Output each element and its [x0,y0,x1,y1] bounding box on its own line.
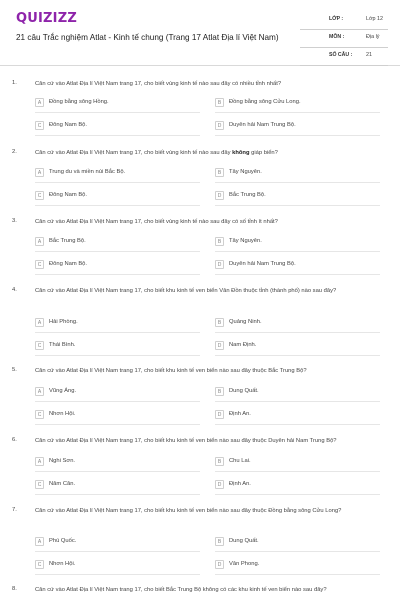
question-text: Căn cứ vào Atlat Địa lí Việt Nam trang 17, cho biết vùng kinh tế nào sau đây có nhiều tỉnh nhất? [35,81,282,87]
option-c[interactable] [35,410,200,423]
option-b[interactable] [215,537,380,550]
question-number: 2. [12,149,17,155]
option-b[interactable] [215,168,380,181]
option-letter-box: D [215,410,224,419]
option-letter-box: B [215,318,224,327]
option-letter-box: A [35,457,44,466]
question-text: Căn cứ vào Atlat Địa lí Việt Nam trang 17, cho biết khu kinh tế ven biển nào sau đây thuộc Bắc Trung Bộ? [35,368,307,374]
option-letter-box: B [215,98,224,107]
option-divider [35,471,200,472]
option-divider [215,182,380,183]
option-a[interactable] [35,318,200,331]
option-letter-box: D [215,341,224,350]
option-divider [35,205,200,206]
option-letter-box: B [215,457,224,466]
meta-label: SỐ CÂU : [329,52,353,58]
option-divider [215,401,380,402]
question-number: 4. [12,287,17,293]
option-c[interactable] [35,341,200,354]
question-text-emphasis: không [232,150,250,156]
option-letter-box: D [215,480,224,489]
question-number: 8. [12,586,17,592]
option-d[interactable] [215,341,380,354]
option-text: Duyên hải Nam Trung Bộ. [229,261,296,267]
option-text: Đồng bằng sông Hồng. [49,99,109,105]
option-divider [215,205,380,206]
document-title: 21 câu Trắc nghiệm Atlat - Kinh tế chung (Trang 17 Atlat Địa lí Việt Nam) [16,33,279,42]
option-divider [35,574,200,575]
option-divider [215,355,380,356]
option-text: Duyên hải Nam Trung Bộ. [229,122,296,128]
option-a[interactable] [35,237,200,250]
option-text: Đồng bằng sông Cửu Long. [229,99,301,105]
option-divider [35,424,200,425]
option-text: Bắc Trung Bộ. [49,238,86,244]
meta-label: LỚP : [329,16,344,22]
option-c[interactable] [35,560,200,573]
option-divider [215,494,380,495]
option-text: Quảng Ninh. [229,319,262,325]
option-letter-box: C [35,410,44,419]
option-a[interactable] [35,537,200,550]
option-text: Vân Phong. [229,561,260,567]
option-letter-box: B [215,168,224,177]
option-divider [215,574,380,575]
option-letter-box: A [35,98,44,107]
option-letter-box: C [35,480,44,489]
question-text-part: Căn cứ vào Atlat Địa lí Việt Nam trang 17, cho biết vùng kinh tế nào sau đây [35,150,233,156]
question-text: Căn cứ vào Atlat Địa lí Việt Nam trang 17, cho biết khu kinh tế ven biển nào sau đây thuộc Đồng bằng sông Cửu Long? [35,508,342,514]
option-a[interactable] [35,387,200,400]
option-a[interactable] [35,457,200,470]
meta-label: MÔN : [329,34,345,40]
option-letter-box: D [215,560,224,569]
option-text: Nhơn Hội. [49,561,76,567]
option-letter-box: C [35,260,44,269]
quizizz-logo: QUIZIZZ [16,11,77,26]
option-d[interactable] [215,480,380,493]
option-c[interactable] [35,121,200,134]
option-text: Tây Nguyên. [229,238,262,244]
option-letter-box: A [35,168,44,177]
option-text: Nghi Sơn. [49,458,76,464]
option-c[interactable] [35,480,200,493]
question-text [35,149,385,158]
question-text-part: giáp biển? [249,150,278,156]
option-divider [35,355,200,356]
option-text: Phú Quốc. [49,538,77,544]
option-text: Đông Nam Bộ. [49,261,88,267]
option-letter-box: C [35,560,44,569]
option-letter-box: D [215,260,224,269]
question-text: Căn cứ vào Atlat Địa lí Việt Nam trang 17, cho biết khu kinh tế ven biển nào sau đây thuộc Duyên hải Nam Trung Bộ? [35,438,337,444]
option-d[interactable] [215,560,380,573]
option-letter-box: D [215,121,224,130]
option-letter-box: A [35,387,44,396]
option-letter-box: A [35,537,44,546]
option-letter-box: B [215,237,224,246]
option-text: Hải Phòng. [49,319,78,325]
option-divider [35,112,200,113]
option-divider [215,135,380,136]
question-number: 3. [12,218,17,224]
option-text: Vũng Áng. [49,388,77,394]
question-text: Căn cứ vào Atlat Địa lí Việt Nam trang 17, cho biết Bắc Trung Bộ không có các khu kinh tế ven biển nào sau đây? [35,587,327,593]
option-divider [35,135,200,136]
option-d[interactable] [215,410,380,423]
question-number: 6. [12,437,17,443]
option-text: Chu Lai. [229,458,251,464]
option-b[interactable] [215,237,380,250]
option-text: Định An. [229,481,251,487]
option-letter-box: D [215,191,224,200]
option-divider [35,494,200,495]
option-divider [35,401,200,402]
option-text: Bắc Trung Bộ. [229,192,266,198]
option-a[interactable] [35,98,200,111]
meta-row-count [300,48,388,66]
question-text: Căn cứ vào Atlat Địa lí Việt Nam trang 17, cho biết vùng kinh tế nào sau đây có số tỉnh ít nhất? [35,219,278,225]
meta-table [300,12,388,66]
option-text: Dung Quất. [229,538,259,544]
option-letter-box: A [35,318,44,327]
meta-row-class [300,12,388,30]
option-text: Nhơn Hội. [49,411,76,417]
option-letter-box: A [35,237,44,246]
option-letter-box: B [215,537,224,546]
option-text: Đông Nam Bộ. [49,192,88,198]
meta-value: Địa lý [366,34,380,40]
option-letter-box: C [35,121,44,130]
question-number: 1. [12,80,17,86]
option-divider [215,251,380,252]
option-text: Định An. [229,411,251,417]
option-b[interactable] [215,318,380,331]
option-b[interactable] [215,387,380,400]
option-divider [215,332,380,333]
meta-value: Lớp 12 [366,16,384,22]
option-a[interactable] [35,168,200,181]
option-divider [215,424,380,425]
question-number: 5. [12,367,17,373]
question-text: Căn cứ vào Atlat Địa lí Việt Nam trang 17, cho biết khu kinh tế ven biển Vân Đồn thuộc tỉnh (thành phố) nào sau đây? [35,288,337,294]
option-text: Trung du và miền núi Bắc Bộ. [49,169,126,175]
option-d[interactable] [215,121,380,134]
option-text: Năm Căn. [49,481,76,487]
option-divider [35,182,200,183]
option-b[interactable] [215,457,380,470]
question-number: 7. [12,507,17,513]
option-letter-box: B [215,387,224,396]
option-divider [215,274,380,275]
option-text: Tây Nguyên. [229,169,262,175]
option-text: Dung Quất. [229,388,259,394]
option-c[interactable] [35,191,200,204]
option-divider [215,471,380,472]
document-header [0,0,400,66]
option-divider [35,551,200,552]
option-text: Thái Bình. [49,342,76,348]
option-divider [35,332,200,333]
option-text: Nam Định. [229,342,257,348]
option-letter-box: C [35,191,44,200]
option-c[interactable] [35,260,200,273]
option-divider [215,112,380,113]
option-divider [35,251,200,252]
option-letter-box: C [35,341,44,350]
option-text: Đông Nam Bộ. [49,122,88,128]
meta-row-subject [300,30,388,48]
option-d[interactable] [215,260,380,273]
option-d[interactable] [215,191,380,204]
meta-value: 21 [366,52,372,58]
option-divider [35,274,200,275]
option-divider [215,551,380,552]
option-b[interactable] [215,98,380,111]
